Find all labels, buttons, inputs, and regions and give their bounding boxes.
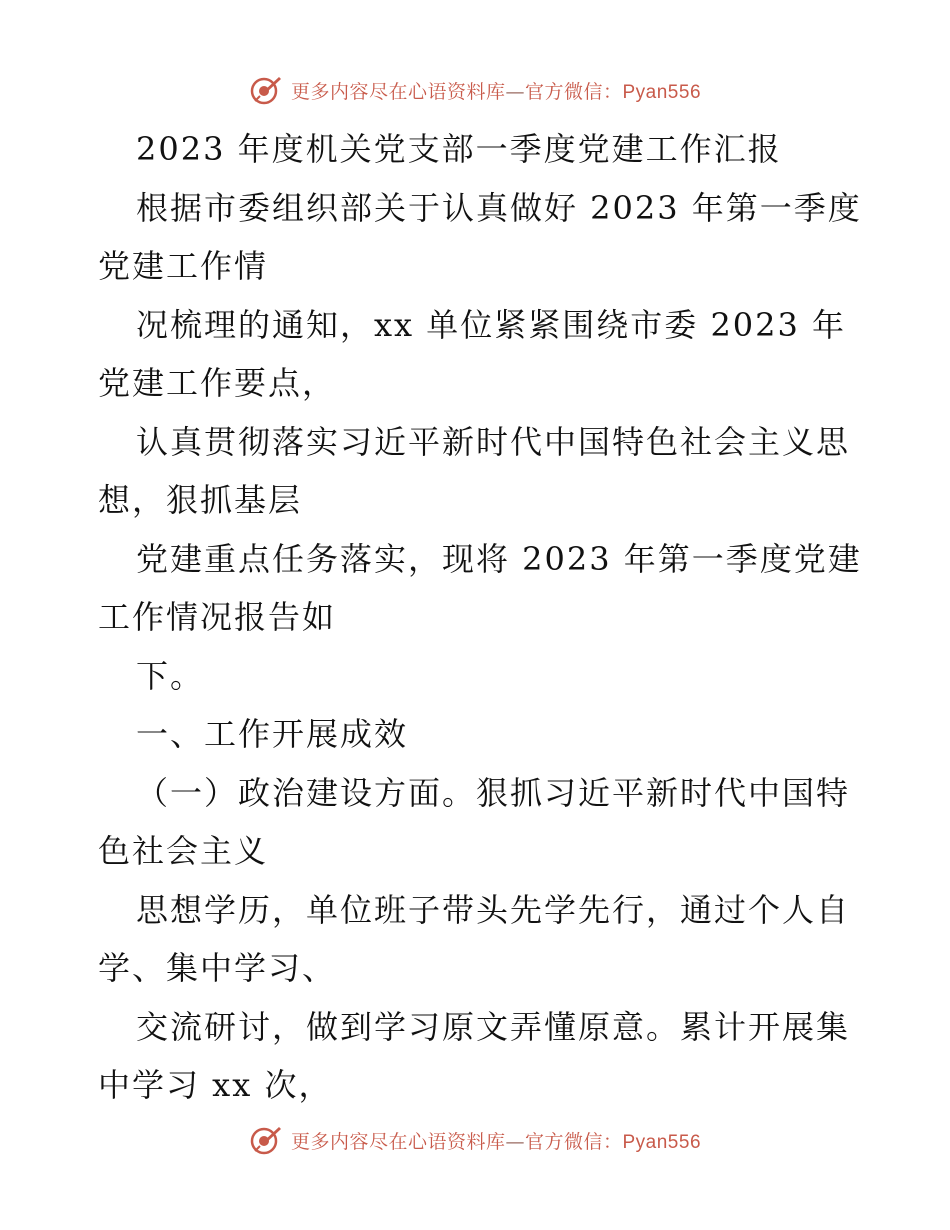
document-line: （一）政治建设方面。狠抓习近平新时代中国特	[136, 773, 851, 812]
document-line: 思想学历，单位班子带头先学先行，通过个人自	[136, 890, 851, 929]
document-line: 下。	[136, 656, 205, 695]
document-line: 想，狠抓基层	[98, 481, 303, 519]
document-line: 工作情况报告如	[98, 598, 337, 636]
watermark-banner-bottom	[0, 1120, 950, 1160]
watermark-main: 更多内容尽在心语资料库	[290, 1130, 506, 1153]
document-line: 况梳理的通知，xx 单位紧紧围绕市委 2023 年	[136, 305, 847, 344]
watermark-wechat: 官方微信：Pyan556	[525, 81, 702, 103]
watermark-separator: —	[505, 1130, 525, 1153]
document-line: 色社会主义	[98, 832, 269, 870]
document-body	[98, 120, 862, 1115]
watermark-banner-top	[0, 70, 950, 110]
document-line: 党建重点任务落实，现将 2023 年第一季度党建	[136, 539, 862, 578]
watermark-text	[291, 1127, 701, 1154]
watermark-wechat: 官方微信：Pyan556	[525, 1131, 702, 1153]
document-line: 党建工作情	[98, 247, 269, 285]
document-line: 2023 年度机关党支部一季度党建工作汇报	[136, 130, 782, 168]
document-line: 中学习 xx 次，	[98, 1066, 333, 1104]
document-line: 学、集中学习、	[98, 949, 337, 987]
watermark-main: 更多内容尽在心语资料库	[290, 80, 506, 103]
document-line: 认真贯彻落实习近平新时代中国特色社会主义思	[136, 422, 851, 461]
watermark-text	[291, 77, 701, 104]
pen-logo-icon	[249, 1123, 283, 1157]
document-line: 交流研讨，做到学习原文弄懂原意。累计开展集	[136, 1007, 851, 1046]
watermark-separator: —	[505, 80, 525, 103]
document-line: 根据市委组织部关于认真做好 2023 年第一季度	[136, 188, 862, 227]
pen-logo-icon	[249, 73, 283, 107]
section-heading: 一、工作开展成效	[136, 715, 409, 753]
document-line: 党建工作要点，	[98, 364, 337, 402]
